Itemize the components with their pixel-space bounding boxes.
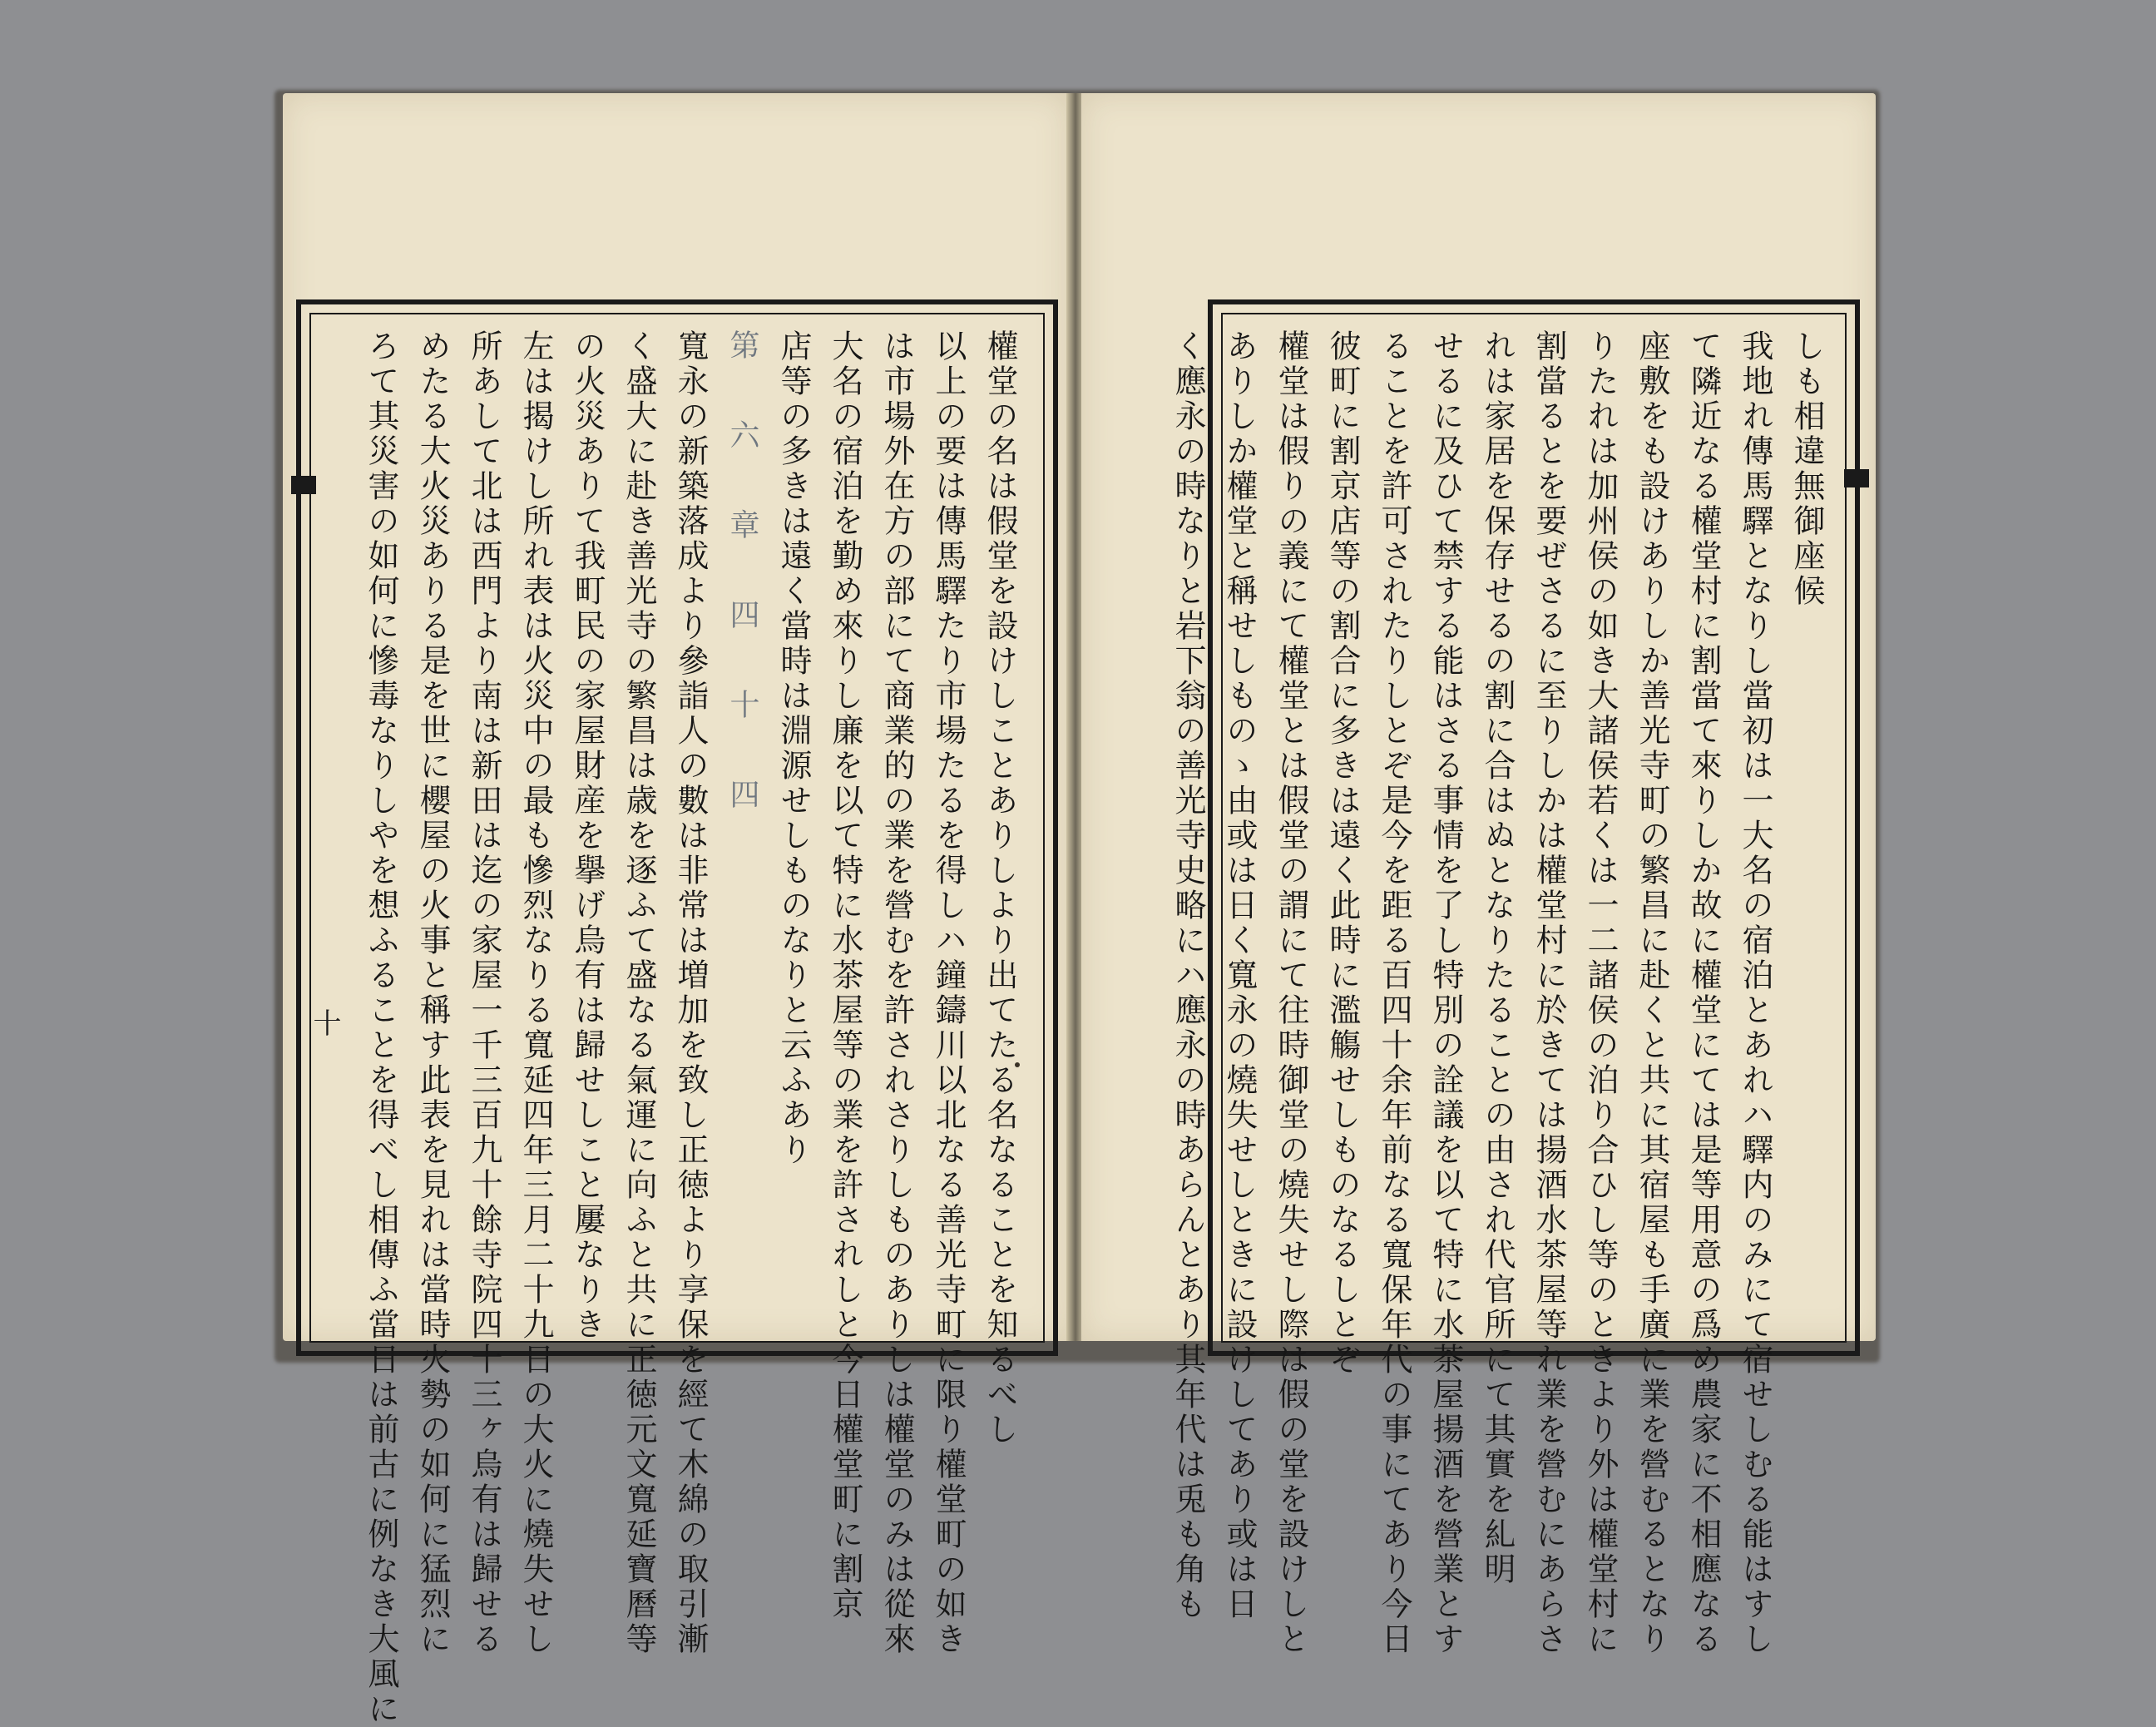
left-text-block bbox=[334, 329, 1020, 1727]
text-column: 座敷をも設けありしか善光寺町の繁昌に赴くと共に其宿屋も手廣に業を營むるとなり bbox=[1634, 329, 1670, 1657]
text-column: 大名の宿泊を勤め來りし廉を以て特に水茶屋等の業を許されしと今日權堂町に割京 bbox=[827, 329, 863, 1622]
right-text-frame bbox=[1169, 299, 1860, 1657]
text-column: 寬永の新築落成より參詣人の數は非常は増加を致し正徳より享保を經て木綿の取引漸 bbox=[672, 329, 709, 1657]
text-column: 權堂は假りの義にて權堂とは假堂の謂にて往時御堂の燒失せし際は假の堂を設けしと bbox=[1273, 329, 1309, 1657]
text-column: 權堂の名は假堂を設けしことありしより出てたる名なることを知るべし bbox=[982, 329, 1018, 1447]
text-column: 所あして北は西門より南は新田は迄の家屋一千三百九十餘寺院四十三ヶ烏有は歸せる bbox=[466, 329, 502, 1657]
text-column: は市場外在方の部にて商業的の業を營むを許されさりしものありしは權堂のみは從來 bbox=[878, 329, 915, 1657]
text-column: 店等の多きは遠く當時は淵源せしものなりと云ふあり bbox=[775, 329, 812, 1168]
chapter-heading: 第 六 章 四 十 四 bbox=[725, 329, 759, 824]
text-column: て隣近なる權堂村に割當て來りしか故に權堂にては是等用意の爲め農家に不相應なる bbox=[1685, 329, 1722, 1657]
text-column: 割當るとを要ぜさるに至りしかは權堂村に於きては揚酒水茶屋等れ業を營むにあらさ bbox=[1530, 329, 1567, 1657]
left-page bbox=[283, 93, 1069, 1727]
text-column: く應永の時なりと岩下翁の善光寺史略にハ應永の時あらんとあり其年代は兎も角も bbox=[1169, 329, 1206, 1622]
text-column: しも相違無御座候 bbox=[1788, 329, 1825, 609]
text-column: 以上の要は傳馬驛たり市場たるを得しハ鐘鑄川以北なる善光寺町に限り權堂町の如き bbox=[930, 329, 967, 1657]
page-number: 十 bbox=[308, 1008, 341, 1037]
left-text-frame bbox=[296, 299, 1058, 1727]
text-column: の火災ありて我町民の家屋財産を擧げ烏有は歸せしこと屢なりき bbox=[569, 329, 606, 1343]
right-text-block bbox=[1169, 329, 1827, 1657]
text-column: ることを許可されたりしとぞ是今を距る百四十余年前なる寬保年代の事にてあり今日 bbox=[1376, 329, 1412, 1657]
text-column: ありしか權堂と稱せしものゝ由或は日く寬永の燒失せしときに設けしてあり或は日 bbox=[1221, 329, 1258, 1622]
text-column: りたれは加州侯の如き大諸侯若くは一二諸侯の泊り合ひし等のときより外は權堂村に bbox=[1582, 329, 1619, 1657]
right-page bbox=[1081, 93, 1876, 1657]
text-column: めたる大火災ありる是を世に櫻屋の火事と稱す此表を見れは當時火勢の如何に猛烈に bbox=[414, 329, 451, 1657]
text-column: せるに及ひて禁する能はさる事情を了し特別の詮議を以て特に水茶屋揚酒を營業とす bbox=[1427, 329, 1464, 1657]
text-column: ろて其災害の如何に慘毒なりしやを想ふることを得べし相傳ふ當日は前古に例なき大風に bbox=[363, 329, 399, 1727]
text-column: 彼町に割京店等の割合に多きは遠く此時に濫觴せしものなるしとぞ bbox=[1324, 329, 1361, 1378]
text-column: く盛大に赴き善光寺の繁昌は歳を逐ふて盛なる氣運に向ふと共に正徳元文寬延寶曆等 bbox=[621, 329, 657, 1657]
text-column: れは家居を保存せるの割に合はぬとなりたることの由され代官所にて其實を糺明 bbox=[1479, 329, 1516, 1587]
text-column: 左は揭けし所れ表は火災中の最も慘烈なりる寬延四年三月二十九日の大火に燒失せし bbox=[517, 329, 554, 1657]
text-column: 我地れ傳馬驛となりし當初は一大名の宿泊とあれハ驛内のみにて宿せしむる能はすし bbox=[1737, 329, 1773, 1657]
